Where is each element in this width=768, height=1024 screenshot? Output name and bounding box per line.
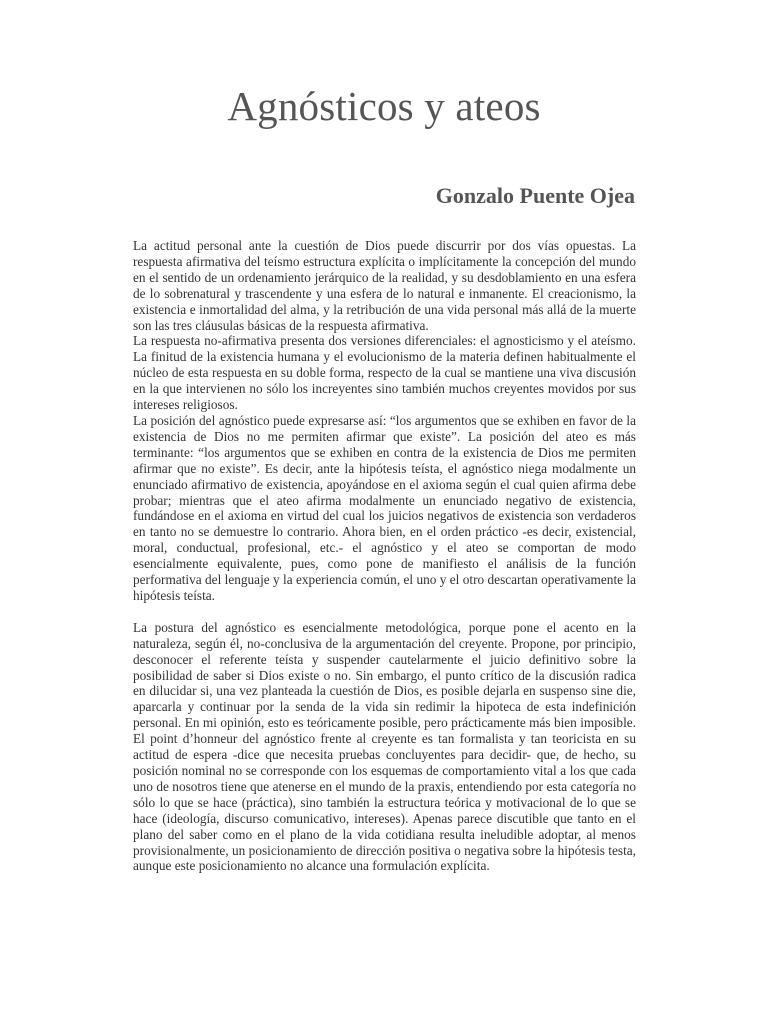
paragraph: La actitud personal ante la cuestión de Dios puede discurrir por dos vías opuestas. La respuesta afirmativa del teísmo estructura explícita o implícitamente la concepción del mundo en el sentido de un ordenamiento jerárquico de la realidad, y su desdoblamiento en una esfera de lo sobrenatural y trascendente y una esfera de lo natural e inmanente. El creacionismo, la existencia e inmortalidad del alma, y la retribución de una vida personal más allá de la muerte son las tres cláusulas básicas de la respuesta afirmativa. — [133, 238, 636, 333]
document-body — [133, 238, 636, 874]
paragraph: La posición del agnóstico puede expresarse así: “los argumentos que se exhiben en favor de la existencia de Dios no me permiten afirmar que existe”. La posición del ateo es más terminante: “los argumentos que se exhiben en contra de la existencia de Dios me permiten afirmar que no existe”. Es decir, ante la hipótesis teísta, el agnóstico niega modalmente un enunciado afirmativo de existencia, apoyándose en el axioma según el cual quien afirma debe probar; mientras que el ateo afirma modalmente un enunciado negativo de existencia, fundándose en el axioma en virtud del cual los juicios negativos de existencia son verdaderos en tanto no se demuestre lo contrario. Ahora bien, en el orden práctico -es decir, existencial, moral, conductual, profesional, etc.- el agnóstico y el ateo se comportan de modo esencialmente equivalente, pues, como pone de manifiesto el análisis de la función performativa del lenguaje y la experiencia común, el uno y el otro descartan operativamente la hipótesis teísta. — [133, 412, 636, 603]
paragraph: La respuesta no-afirmativa presenta dos versiones diferenciales: el agnosticismo y el ateísmo. La finitud de la existencia humana y el evolucionismo de la materia definen habitualmente el núcleo de esta respuesta en su doble forma, respecto de la cual se mantiene una viva discusión en la que intervienen no sólo los increyentes sino también muchos creyentes movidos por sus intereses religiosos. — [133, 333, 636, 413]
paragraph: La postura del agnóstico es esencialmente metodológica, porque pone el acento en la naturaleza, según él, no-conclusiva de la argumentación del creyente. Propone, por principio, desconocer el referente teísta y suspender cautelarmente el juicio definitivo sobre la posibilidad de saber si Dios existe o no. Sin embargo, el punto crítico de la discusión radica en dilucidar si, una vez planteada la cuestión de Dios, es posible dejarla en suspenso sine die, aparcarla y continuar por la senda de la vida sin redimir la hipoteca de esta indefinición personal. En mi opinión, esto es teóricamente posible, pero prácticamente más bien imposible. El point d’honneur del agnóstico frente al creyente es tan formalista y tan teoricista en su actitud de espera -dice que necesita pruebas concluyentes para decidir- que, de hecho, su posición nominal no se corresponde con los esquemas de comportamiento vital a los que cada uno de nosotros tiene que atenerse en el mundo de la praxis, entendiendo por esta categoría no sólo lo que se hace (práctica), sino también la estructura teórica y motivacional de lo que se hace (ideología, discurso comunicativo, intereses). Apenas parece discutible que tanto en el plano del saber como en el plano de la vida cotidiana resulta ineludible adoptar, al menos provisionalmente, un posicionamiento de dirección positiva o negativa sobre la hipótesis testa, aunque este posicionamiento no alcance una formulación explícita. — [133, 619, 636, 874]
document-title: Agnósticos y ateos — [227, 83, 541, 129]
document-author: Gonzalo Puente Ojea — [435, 183, 635, 208]
